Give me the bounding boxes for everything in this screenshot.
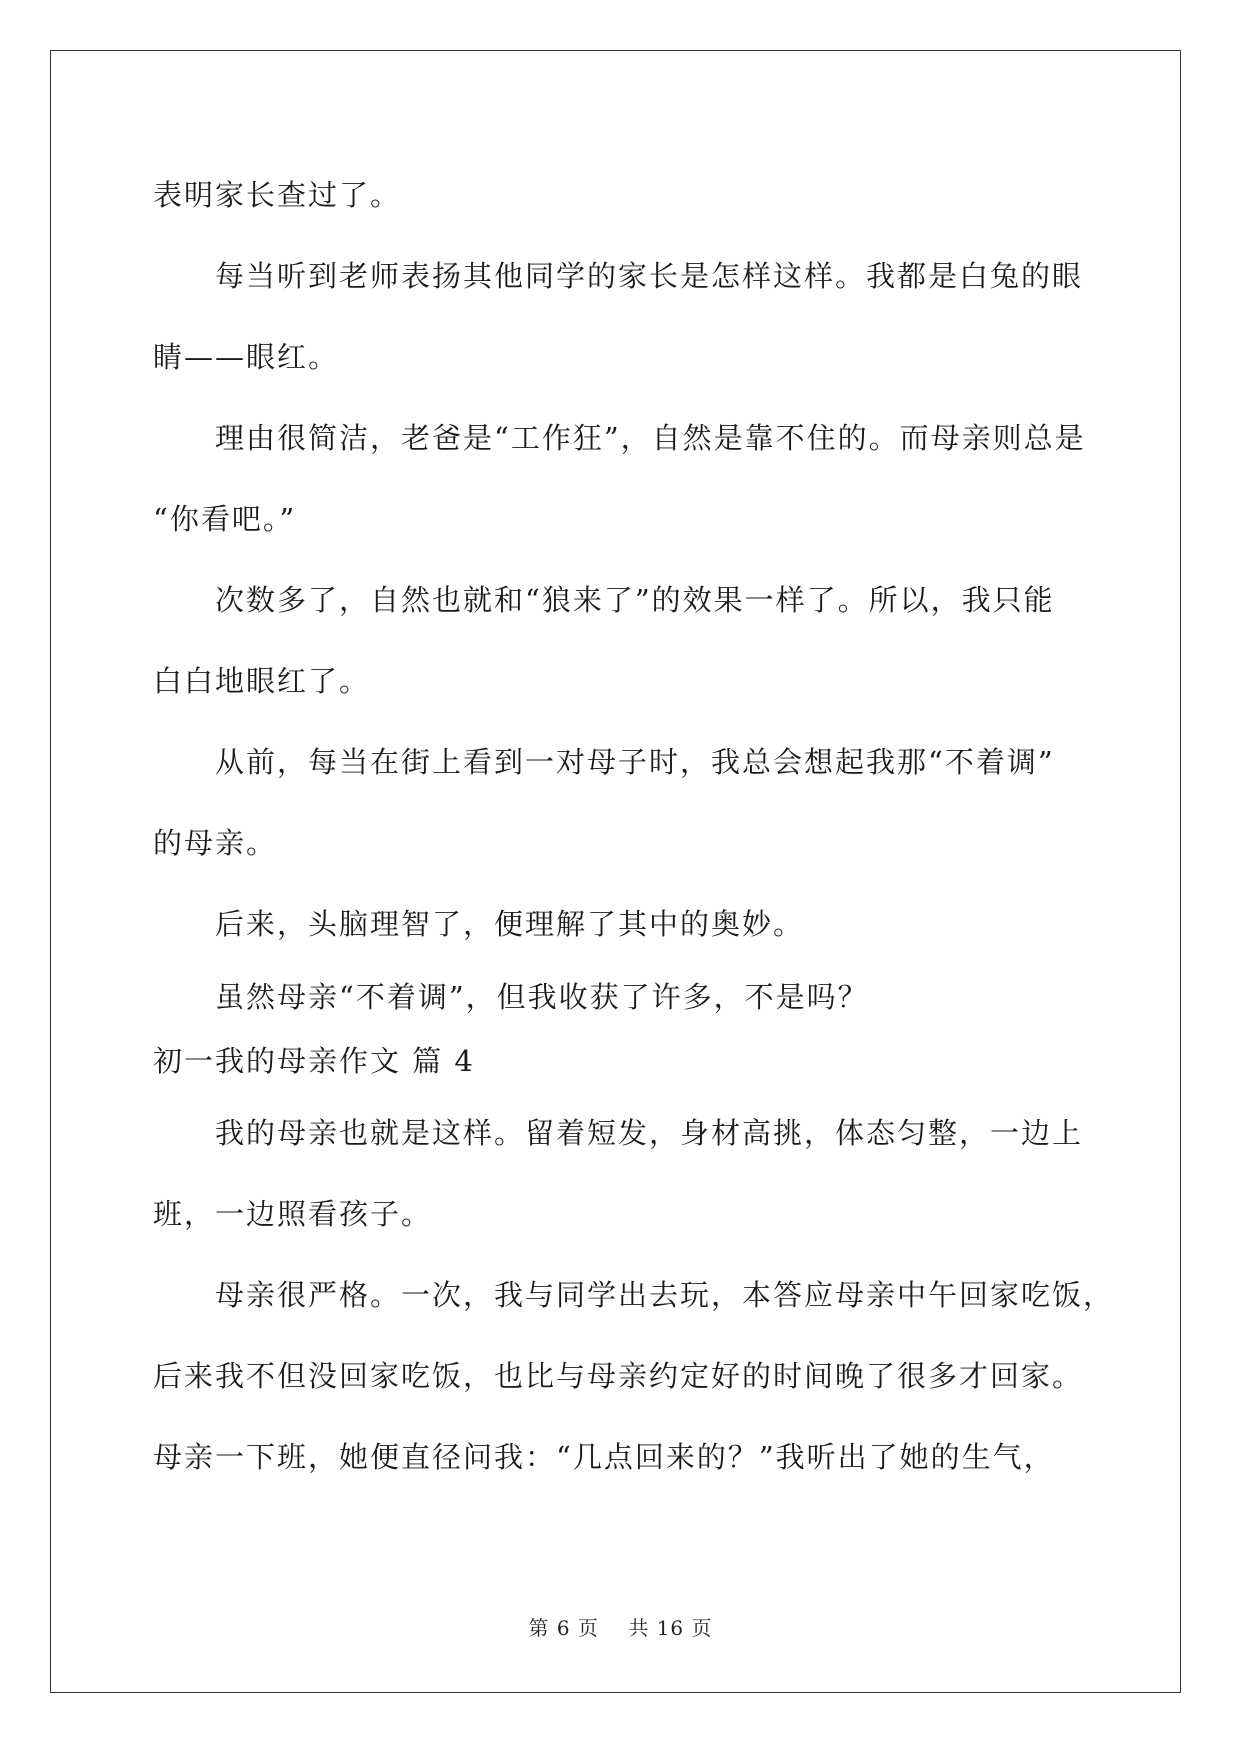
text-line: 次数多了，自然也就和“狼来了”的效果一样了。所以，我只能	[215, 583, 1055, 617]
text-line: 睛——眼红。	[153, 340, 340, 374]
text-line: 虽然母亲“不着调”，但我收获了许多，不是吗？	[215, 980, 869, 1014]
text-line: 理由很简洁，老爸是“工作狂”，自然是靠不住的。而母亲则总是	[215, 421, 1086, 455]
text-line: “你看吧。”	[153, 502, 297, 536]
text-line: 班，一边照看孩子。	[153, 1197, 433, 1231]
text-line: 从前，每当在街上看到一对母子时，我总会想起我那“不着调”	[215, 745, 1055, 779]
page-footer	[0, 1612, 1241, 1641]
text-line: 白白地眼红了。	[153, 664, 371, 698]
text-line: 的母亲。	[153, 826, 278, 860]
text-line: 每当听到老师表扬其他同学的家长是怎样这样。我都是白兔的眼	[215, 259, 1084, 293]
document-body	[153, 155, 1115, 1498]
text-line: 后来我不但没回家吃饭，也比与母亲约定好的时间晚了很多才回家。	[153, 1359, 1084, 1393]
page-number-label: 第 6 页 共 16 页	[528, 1616, 713, 1640]
text-line: 后来，头脑理智了，便理解了其中的奥妙。	[215, 907, 805, 941]
text-line: 母亲一下班，她便直径问我：“几点回来的？”我听出了她的生气，	[153, 1440, 1055, 1474]
text-line: 母亲很严格。一次，我与同学出去玩，本答应母亲中午回家吃饭，	[215, 1278, 1115, 1312]
text-line: 表明家长查过了。	[153, 178, 402, 212]
text-line: 我的母亲也就是这样。留着短发，身材高挑，体态匀整，一边上	[215, 1116, 1084, 1150]
section-heading: 初一我的母亲作文 篇 4	[153, 1044, 475, 1078]
